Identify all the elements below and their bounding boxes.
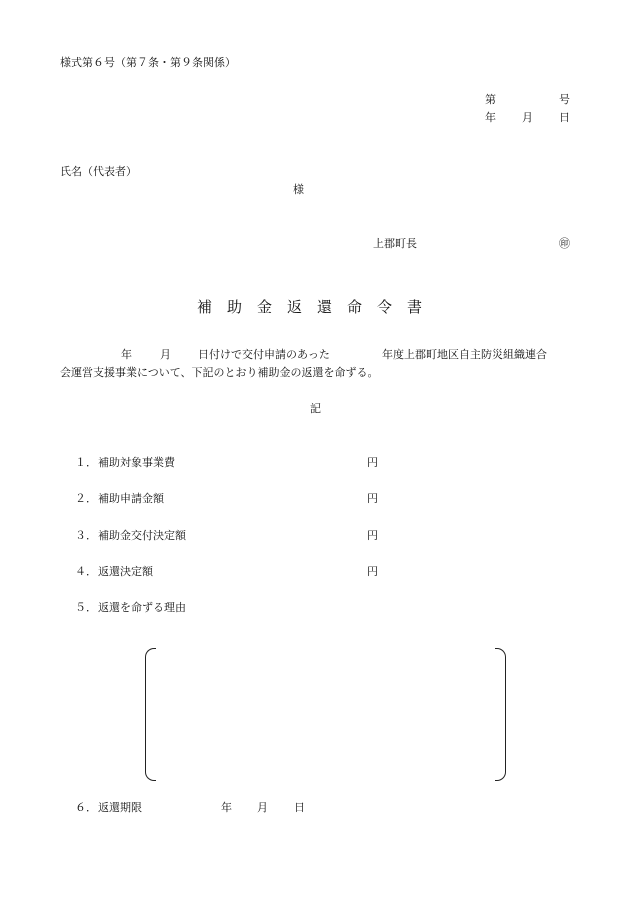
ki-heading: 記 — [310, 402, 321, 415]
doc-date-day: 日 — [559, 111, 570, 124]
item-6-month: 月 — [257, 801, 268, 814]
item-1-unit: 円 — [367, 456, 378, 469]
item-3-label: 補助金交付決定額 — [98, 529, 186, 542]
recipient-honorific: 様 — [293, 183, 304, 196]
item-5-num: ５． — [75, 601, 97, 614]
item-4-num: ４． — [75, 565, 97, 578]
item-5-label: 返還を命ずる理由 — [98, 601, 186, 614]
item-4-unit: 円 — [367, 565, 378, 578]
body-year: 年 — [121, 348, 132, 361]
item-1-label: 補助対象事業費 — [98, 456, 175, 469]
body-tail: 年度上郡町地区自主防災組織連合 — [382, 348, 547, 361]
reason-bracket-left — [145, 648, 156, 781]
body-rest: 日付けで交付申請のあった — [198, 348, 330, 361]
item-3-unit: 円 — [367, 529, 378, 542]
item-6-year: 年 — [221, 801, 232, 814]
item-4-label: 返還決定額 — [98, 565, 153, 578]
item-6-day: 日 — [294, 801, 305, 814]
form-label: 様式第６号（第７条・第９条関係） — [60, 56, 236, 69]
issuer-name: 上郡町長 — [373, 237, 417, 250]
doc-date-year: 年 — [485, 111, 496, 124]
item-2-label: 補助申請金額 — [98, 492, 164, 505]
item-2-num: ２． — [75, 492, 97, 505]
doc-date-month: 月 — [522, 111, 533, 124]
item-3-num: ３． — [75, 529, 97, 542]
item-1-num: １． — [75, 456, 97, 469]
doc-number-go: 号 — [559, 93, 570, 106]
reason-bracket-right — [495, 648, 506, 781]
item-6-num: ６． — [75, 801, 97, 814]
document-title: 補助金返還命令書 — [197, 298, 438, 316]
body-month: 月 — [160, 348, 171, 361]
seal-mark: ㊞ — [559, 237, 570, 250]
recipient-name-label: 氏名（代表者） — [60, 165, 137, 178]
item-6-label: 返還期限 — [98, 801, 142, 814]
doc-number-dai: 第 — [485, 93, 496, 106]
body-line-2: 会運営支援事業について、下記のとおり補助金の返還を命ずる。 — [60, 366, 379, 379]
item-2-unit: 円 — [367, 492, 378, 505]
